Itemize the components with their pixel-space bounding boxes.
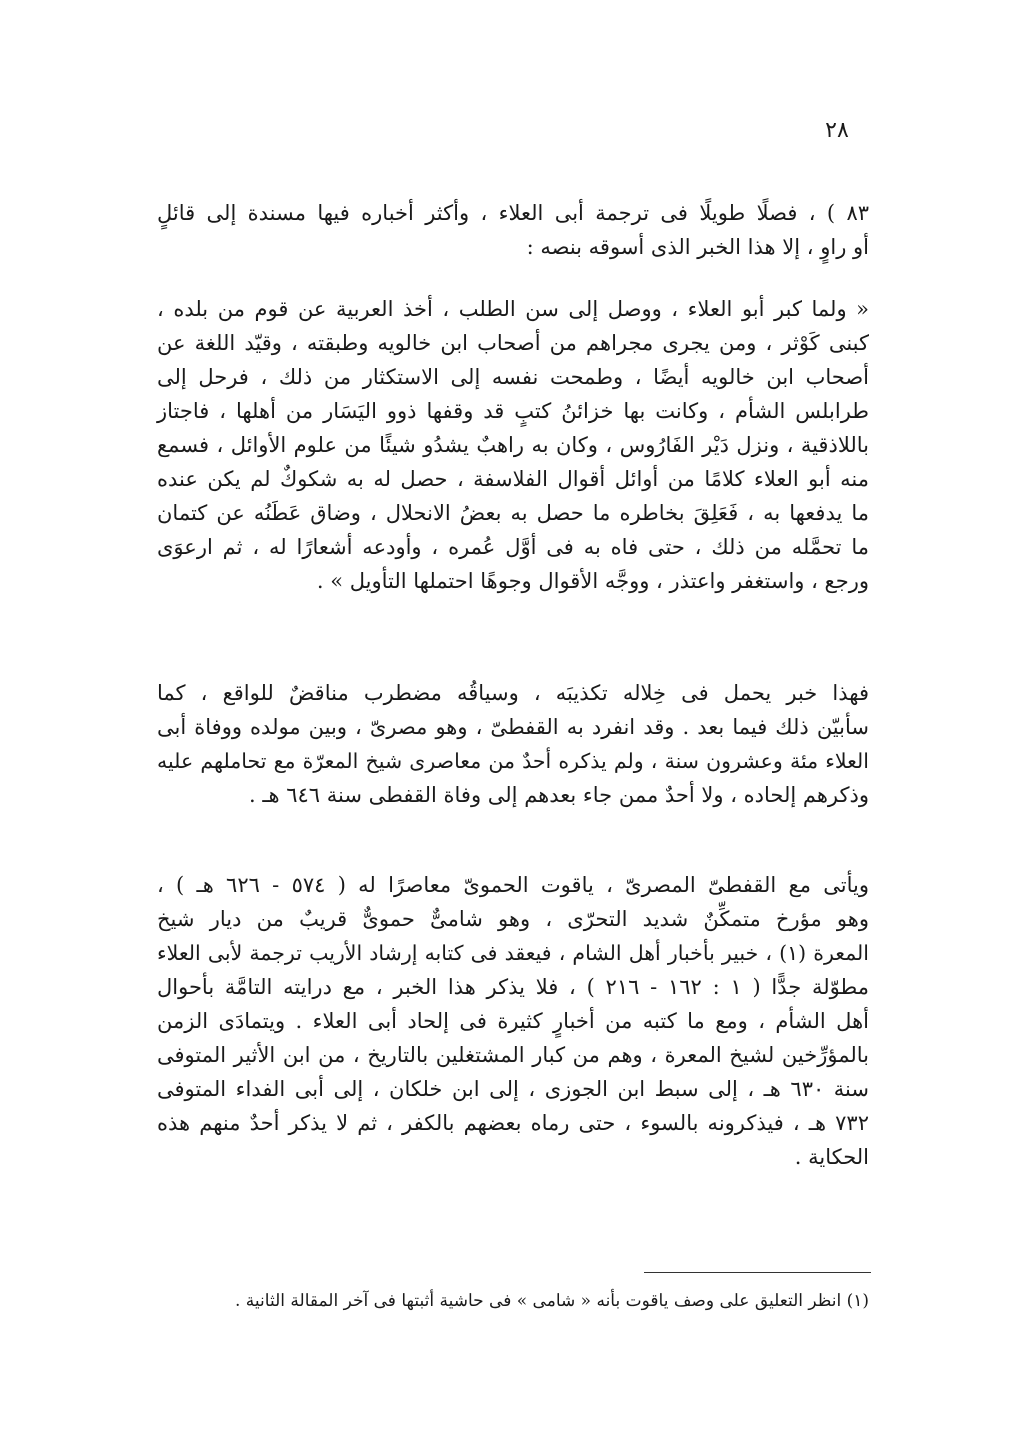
text-line: سنة ٦٣٠ هـ ، إلى سبط ابن الجوزى ، إلى ابن خلكان ، إلى أبى الفداء المتوفى xyxy=(157,1077,869,1101)
text-line: مطوّلة جدًّا ( ١ : ١٦٢ - ٢١٦ ) ، فلا يذكر هذا الخبر ، مع درايته التامَّة بأحوال xyxy=(157,975,869,999)
text-line: ورجع ، واستغفر واعتذر ، ووجَّه الأقوال وجوهًا احتملها التأويل » . xyxy=(316,569,869,593)
text-line: ما يدفعها به ، فَعَلِقَ بخاطره ما حصل به بعضُ الانحلال ، وضاق عَطَنُه عن كتمان xyxy=(157,501,869,525)
text-line: وهو مؤرخ متمكِّنٌ شديد التحرّى ، وهو شامىٌّ حموىٌّ قريبٌ من ديار شيخ xyxy=(157,907,869,931)
text-line: ما تحمَّله من ذلك ، حتى فاه به فى أوَّل عُمره ، وأودعه أشعارًا له ، ثم ارعوَى xyxy=(157,535,869,559)
text-line: فهذا خبر يحمل فى خِلاله تكذيبَه ، وسياقُه مضطرب مناقضٌ للواقع ، كما xyxy=(157,681,869,705)
paragraph-quote xyxy=(157,292,869,598)
text-line: منه أبو العلاء كلامًا من أوائل أقوال الفلاسفة ، حصل له به شكوكٌ لم يكن عنده xyxy=(157,467,869,491)
text-line: بالمؤرِّخين لشيخ المعرة ، وهم من كبار المشتغلين بالتاريخ ، من ابن الأثير المتوفى xyxy=(157,1043,869,1067)
text-line: كبنى كَوْثر ، ومن يجرى مجراهم من أصحاب ابن خالويه وطبقته ، وقيّد اللغة عن xyxy=(157,331,869,355)
paragraph-3 xyxy=(157,676,869,812)
paragraph-4 xyxy=(157,868,869,1174)
text-line: ٧٣٢ هـ ، فيذكرونه بالسوء ، حتى رماه بعضهم بالكفر ، ثم لا يذكر أحدٌ منهم هذه xyxy=(157,1111,869,1135)
text-line: باللاذقية ، ونزل دَيْر الفَارُوس ، وكان به راهبٌ يشدُو شيئًا من علوم الأوائل ، فسمع xyxy=(157,433,869,457)
text-line: الحكاية . xyxy=(794,1145,869,1169)
text-line: طرابلس الشأم ، وكانت بها خزائنُ كتبٍ قد وقفها ذوو اليَسَار من أهلها ، فاجتاز xyxy=(157,399,869,423)
paragraph-1 xyxy=(157,196,869,264)
text-line: المعرة (١) ، خبير بأخبار أهل الشام ، فيعقد فى كتابه إرشاد الأريب ترجمة لأبى العلاء xyxy=(157,941,869,965)
text-line: وذكرهم إلحاده ، ولا أحدٌ ممن جاء بعدهم إلى وفاة القفطى سنة ٦٤٦ هـ . xyxy=(248,783,869,807)
footnote: (١) انظر التعليق على وصف ياقوت بأنه « شامى » فى حاشية أثبتها فى آخر المقالة الثانية . xyxy=(235,1291,869,1311)
text-line: العلاء مئة وعشرون سنة ، ولم يذكره أحدٌ من معاصرى شيخ المعرّة مع تحاملهم عليه xyxy=(157,749,869,773)
text-line: سأبيّن ذلك فيما بعد . وقد انفرد به القفطىّ ، وهو مصرىّ ، وبين مولده ووفاة أبى xyxy=(157,715,869,739)
text-line: « ولما كبر أبو العلاء ، ووصل إلى سن الطلب ، أخذ العربية عن قوم من بلده ، xyxy=(157,297,869,321)
text-line: أو راوٍ ، إلا هذا الخبر الذى أسوقه بنصه : xyxy=(526,235,869,259)
page-number: ٢٨ xyxy=(825,118,849,143)
text-line: ٨٣ ) ، فصلًا طويلًا فى ترجمة أبى العلاء ، وأكثر أخباره فيها مسندة إلى قائلٍ xyxy=(157,201,869,225)
footnote-divider xyxy=(644,1272,871,1273)
text-line: أصحاب ابن خالويه أيضًا ، وطمحت نفسه إلى الاستكثار من ذلك ، فرحل إلى xyxy=(157,365,869,389)
text-line: ويأتى مع القفطىّ المصرىّ ، ياقوت الحموىّ معاصرًا له ( ٥٧٤ - ٦٢٦ هـ ) ، xyxy=(157,873,869,897)
text-line: أهل الشأم ، ومع ما كتبه من أخبارٍ كثيرة فى إلحاد أبى العلاء . ويتمادَى الزمن xyxy=(157,1009,869,1033)
